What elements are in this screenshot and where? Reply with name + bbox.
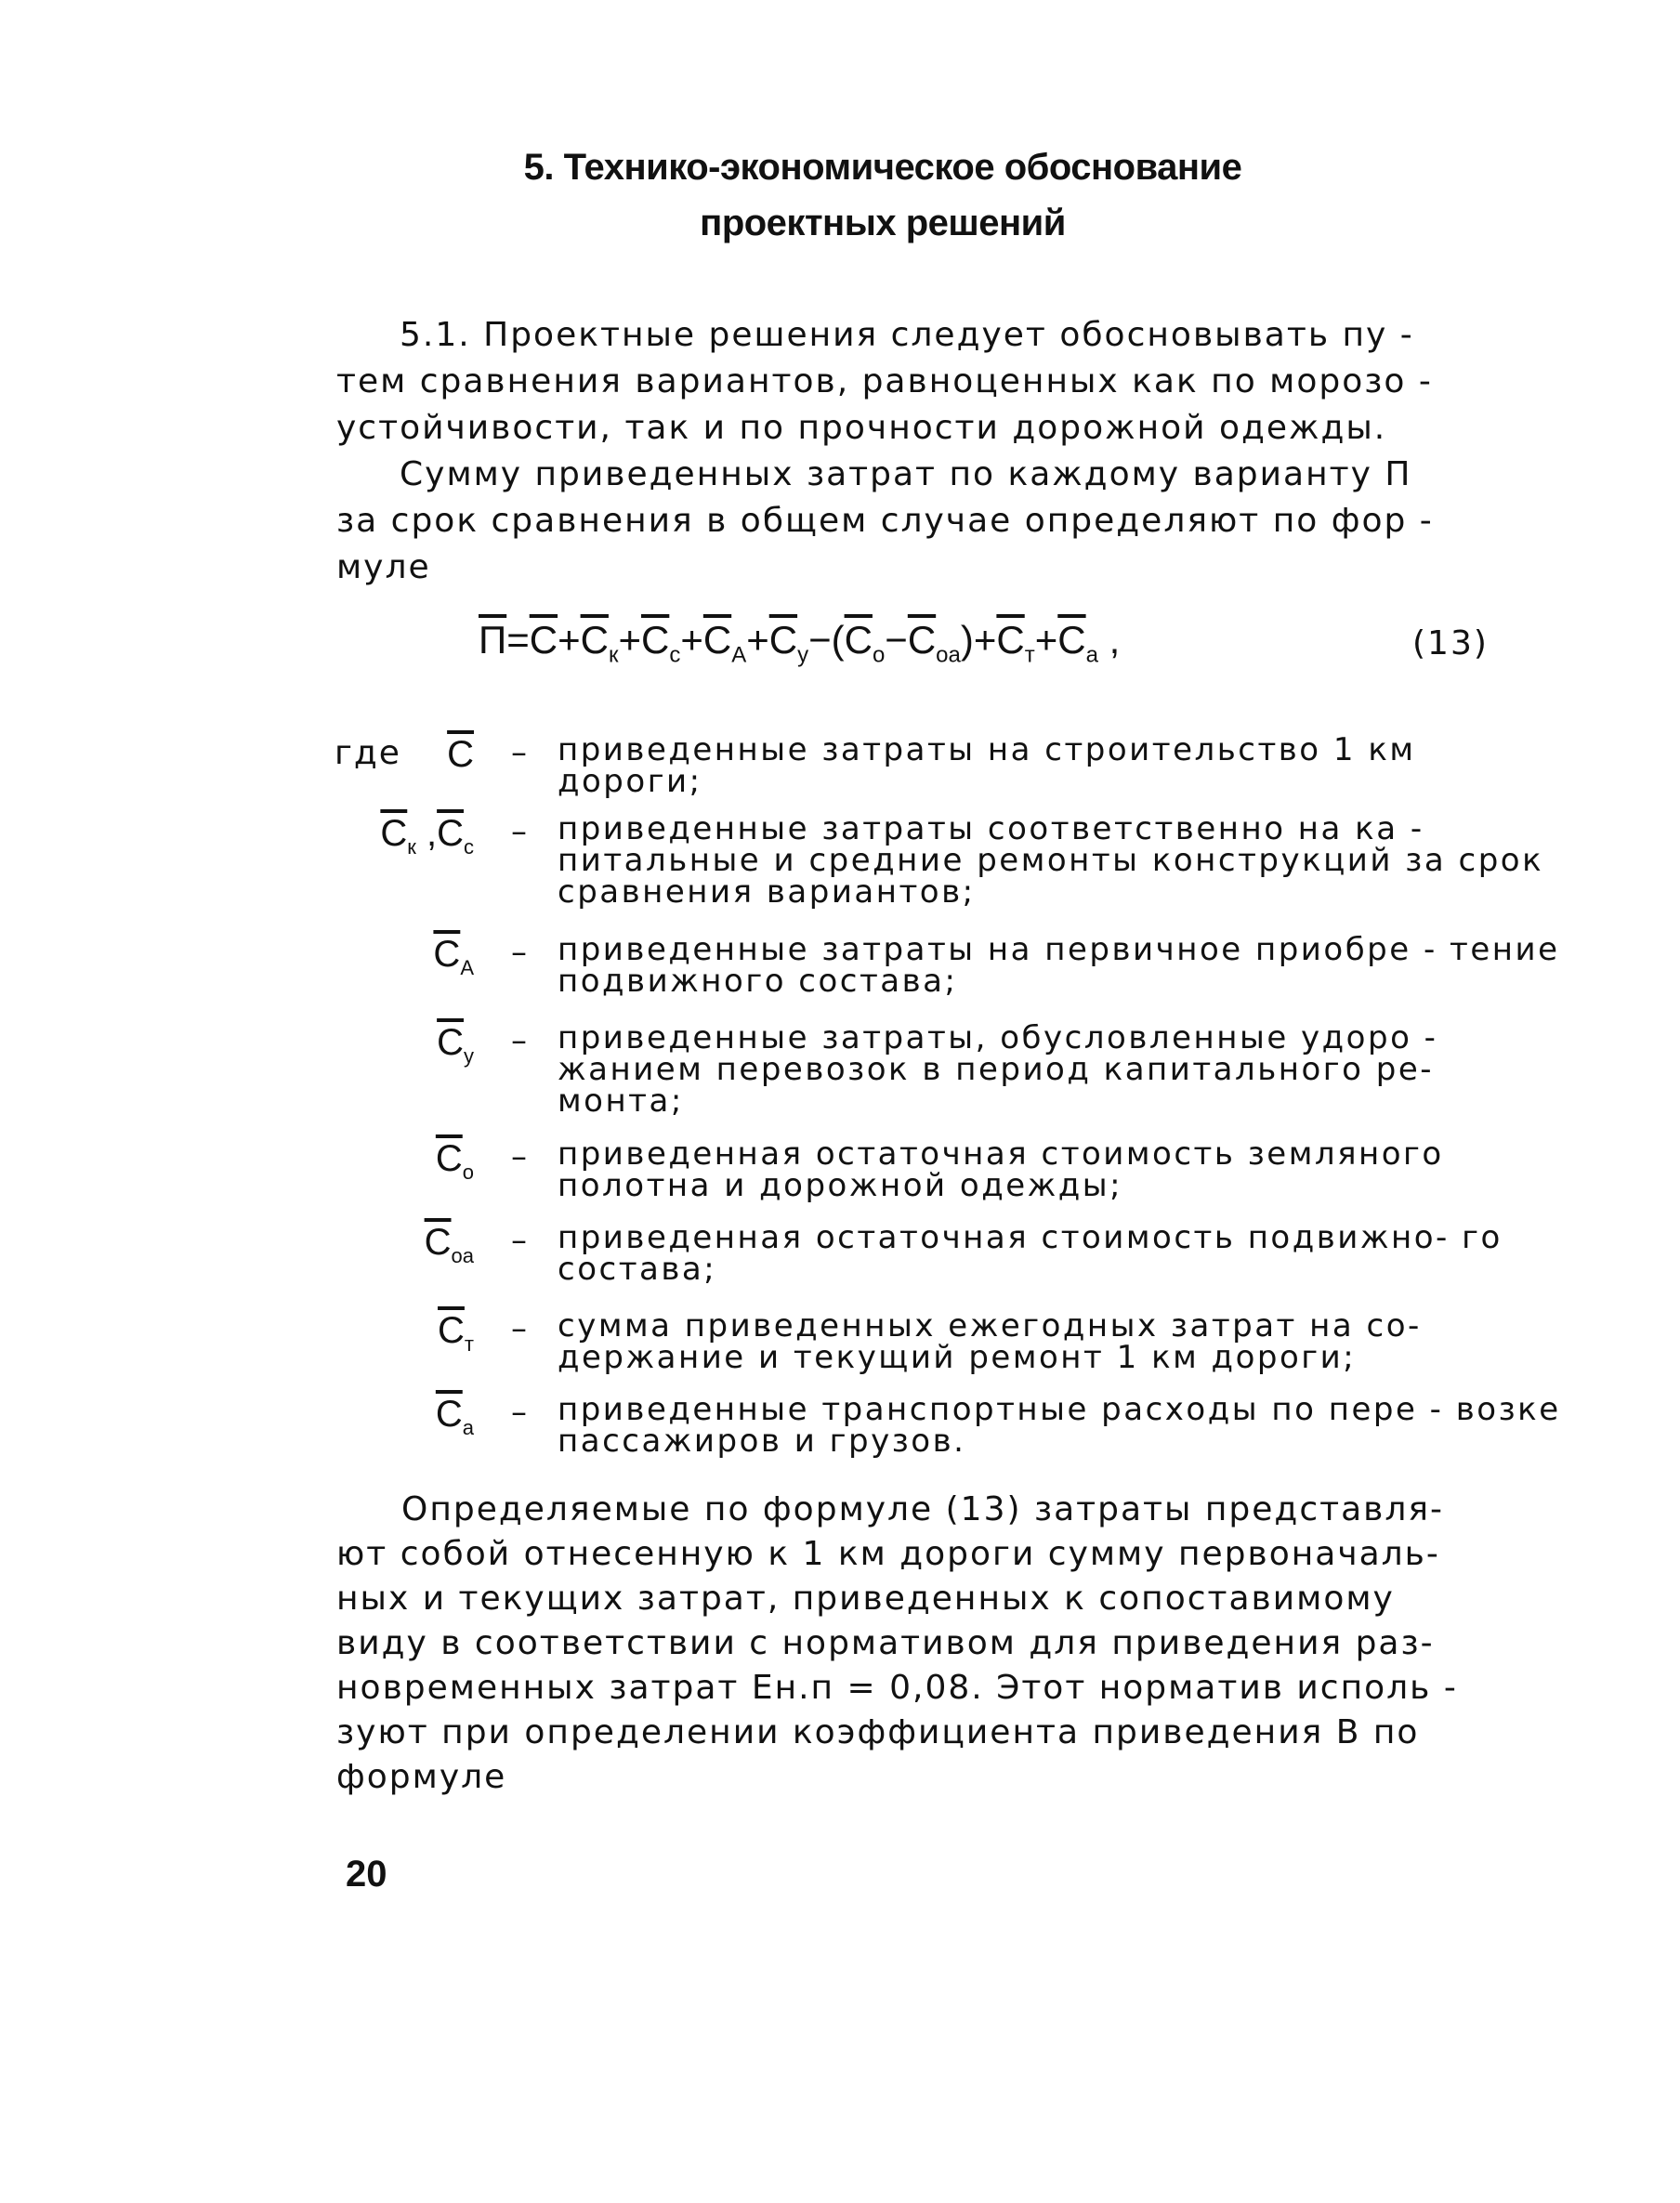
definition-symbol: $С_к$ $,С_с$ bbox=[380, 813, 474, 859]
definition-text: приведенная остаточная стоимость подвижно- го состава; bbox=[558, 1219, 1503, 1288]
paragraph-line: 5.1. Проектные решения следует обосновывать пу - bbox=[400, 316, 1414, 354]
definition-symbol: $С_А$ bbox=[433, 934, 474, 979]
definition-text: приведенные затраты, обусловленные удоро - жанием перевозок в период капитального ре- монта; bbox=[558, 1019, 1438, 1120]
definition-symbol: $С_{оа}$ bbox=[424, 1222, 474, 1267]
paragraph-line: Определяемые по формуле (13) затраты представля- bbox=[401, 1490, 1445, 1528]
paragraph-line: ных и текущих затрат, приведенных к сопоставимому bbox=[336, 1580, 1395, 1618]
definition-text: приведенные затраты на первичное приобре - тение подвижного состава; bbox=[558, 931, 1560, 1000]
definition-text: приведенная остаточная стоимость земляного полотна и дорожной одежды; bbox=[558, 1135, 1444, 1204]
paragraph-line: муле bbox=[336, 548, 431, 586]
paragraph-line: устойчивости, так и по прочности дорожной одежды. bbox=[336, 409, 1387, 447]
definition-text: приведенные затраты соответственно на ка - питальные и средние ремонты конструкций за срок сравнения вариантов; bbox=[558, 810, 1544, 911]
definition-symbol: $С_т$ bbox=[438, 1310, 474, 1356]
definition-text: сумма приведенных ежегодных затрат на со- держание и текущий ремонт 1 км дороги; bbox=[558, 1307, 1422, 1376]
paragraph-line: тем сравнения вариантов, равноценных как по морозо - bbox=[336, 362, 1433, 400]
paragraph-line: виду в соответствии с нормативом для приведения раз- bbox=[336, 1624, 1435, 1662]
paragraph-line: ют собой отнесенную к 1 км дороги сумму первоначаль- bbox=[336, 1535, 1440, 1573]
paragraph-line: зуют при определении коэффициента приведения В по bbox=[336, 1713, 1420, 1751]
document-page: 5. Технико-экономическое обоснование проектных решений 5.1. Проектные решения следует обосновывать пу - тем сравнения вариантов, равноценных как по морозо - устойчивости, так и по прочности дорожной одежды. Сумму приведенных затрат по каждому варианту П за срок сравнения в общем случае определяют по фор - муле $П=С+С_к+С_с+С_А+С_у-(С_о-С_{оа})+С_т+С_а$ , (13) где С – приведенные затраты на строительство 1 км дороги; $С_к$ $,С_с$ – приведенные затраты соответственно на ка - питальные и средние ремонты конструкций за срок сравнения вариантов; $С_А$ – приведенные затраты на первичное приобре - тение подвижного состава; $С_у$ – приведенные затраты, обусловленные удоро - жанием перевозок в период капитального ре- монта; $С_о$ – приведенная остаточная стоимость земляного полотна и дорожной одежды; $С_{оа}$ – приведенная остаточная стоимость подвижно- го состава; $С_т$ – сумма приведенных ежегодных затрат на со- держание и текущий ремонт 1 км дороги; $С_а$ – приведенные транспортные расходы по пере - возке пассажиров и грузов. Определяемые по формуле (13) затраты представля- ют собой отнесенную к 1 км дороги сумму первоначаль- ных и текущих затрат, приведенных к сопоставимому виду в соответствии с нормативом для приведения раз- новременных затрат Ен.п = 0,08. Этот норматив исполь - зуют при определении коэффициента приведения В по формуле 20 bbox=[0, 0, 1680, 2203]
definition-text: приведенные транспортные расходы по пере - возке пассажиров и грузов. bbox=[558, 1391, 1561, 1460]
paragraph-line: за срок сравнения в общем случае определяют по фор - bbox=[336, 502, 1434, 540]
definition-symbol: $С_о$ bbox=[435, 1138, 474, 1184]
definition-text: приведенные затраты на строительство 1 км дороги; bbox=[558, 731, 1416, 800]
page-number: 20 bbox=[346, 1854, 387, 1895]
section-heading bbox=[335, 139, 1431, 251]
paragraph-line: новременных затрат Ен.п = 0,08. Этот норматив исполь - bbox=[336, 1669, 1458, 1707]
paragraph-line: Сумму приведенных затрат по каждому варианту П bbox=[400, 455, 1412, 493]
paragraph-line: формуле bbox=[336, 1758, 507, 1796]
definition-symbol: $С_а$ bbox=[435, 1394, 474, 1439]
heading-line-2: проектных решений bbox=[700, 203, 1066, 243]
heading-line-1: 5. Технико-экономическое обоснование bbox=[523, 147, 1242, 188]
equation-number: (13) bbox=[1412, 624, 1489, 662]
definition-symbol: С bbox=[447, 734, 474, 775]
where-label: где bbox=[335, 734, 401, 772]
definition-symbol: $С_у$ bbox=[437, 1022, 474, 1068]
formula-13: $П=С+С_к+С_с+С_А+С_у-(С_о-С_{оа})+С_т+С_а$ , bbox=[479, 618, 1121, 668]
